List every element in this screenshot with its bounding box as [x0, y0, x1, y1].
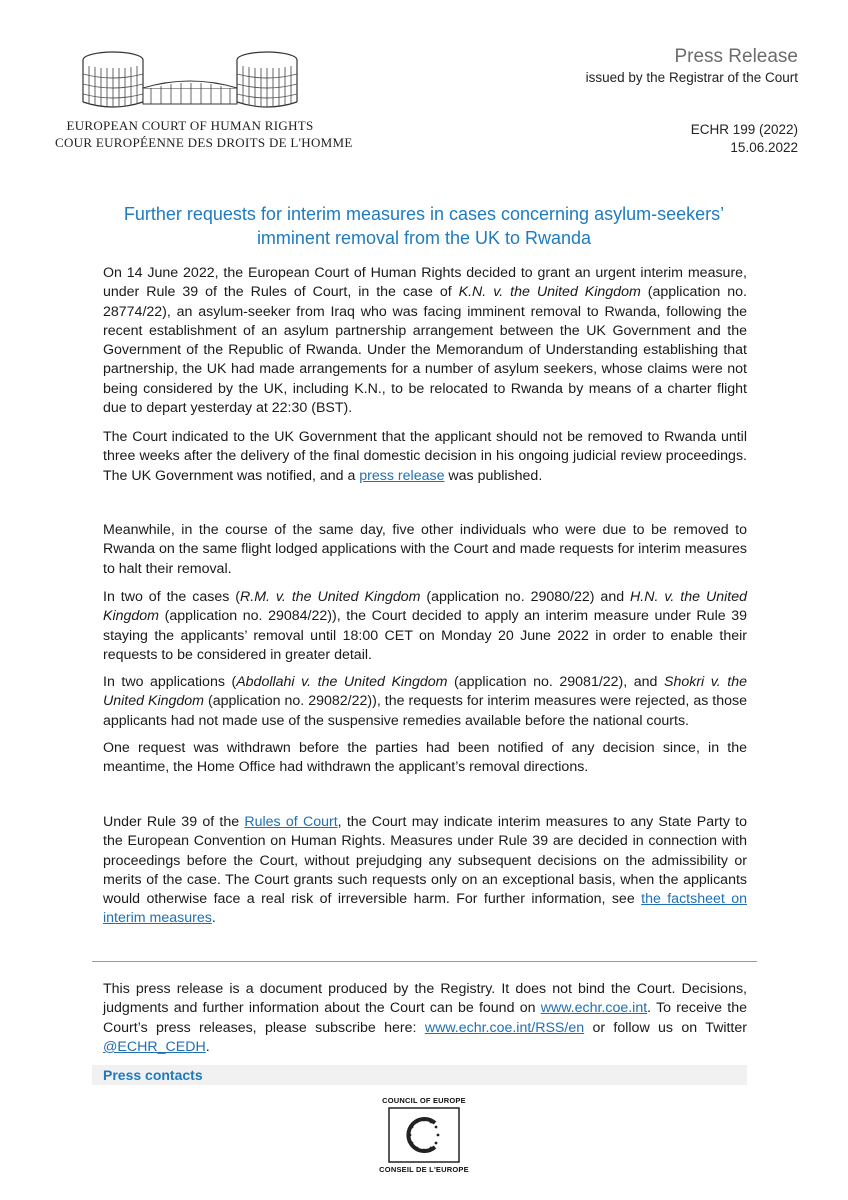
release-date: 15.06.2022: [730, 140, 798, 155]
paragraph-5: [103, 673, 747, 731]
text: (application no. 29081/22), and: [447, 674, 664, 690]
court-name-en: EUROPEAN COURT OF HUMAN RIGHTS: [66, 118, 314, 133]
text: On 14 June 2022, the European Court of Human Rights decided to grant an urgent interim measure, under Rule 39 of the Rules of Court, in the case of: [103, 265, 747, 301]
text: .: [211, 910, 216, 927]
text: , the Court may indicate interim measures to any State Party to the European Convention on Human Rights. Measures under Rule 39 are decided in connection with proceedings before the Court, without prejudging any subsequent decisions on the admissibility or merits of the case. The Court grants such requests only on an exceptional basis, when the applicants would otherwise face a real risk of irreversible harm. For further information, see: [103, 814, 747, 908]
text: . To receive the Court’s press releases, please subscribe here:: [103, 1000, 747, 1036]
reference-number: ECHR 199 (2022): [690, 122, 798, 137]
echr-website-link[interactable]: www.echr.coe.int: [540, 1000, 648, 1017]
council-of-europe-emblem-icon: [388, 1107, 460, 1163]
press-contacts-bar: [92, 1065, 747, 1085]
case-name: Shokri v. the United Kingdom: [103, 674, 747, 710]
case-name: Abdollahi v. the United Kingdom: [236, 674, 448, 690]
text: The Court indicated to the UK Government that the applicant should not be removed to Rwanda until three weeks after the delivery of the final domestic decision in his ongoing judicial review proceedings. The UK Government was notified, and a: [103, 429, 747, 484]
paragraph-3: Meanwhile, in the course of the same day, five other individuals who were due to be removed to Rwanda on the same flight lodged applications with the Court and made requests for interim measures to halt their removal.: [103, 522, 747, 577]
text: or follow us on Twitter: [584, 1019, 747, 1036]
issuer: issued by the Registrar of the Court: [585, 70, 798, 85]
factsheet-link[interactable]: the factsheet on interim measures: [103, 891, 747, 927]
text: Under Rule 39 of the: [103, 814, 245, 830]
footer-divider: [92, 961, 757, 962]
paragraph-4: [103, 588, 747, 665]
press-contacts-label: Press contacts: [103, 1067, 203, 1083]
court-name-fr: COUR EUROPÉENNE DES DROITS DE L'HOMME: [55, 135, 353, 150]
press-release-link[interactable]: press release: [359, 467, 445, 484]
text: was published.: [444, 467, 543, 484]
text: (application no. 29082/22)), the requests for interim measures were rejected, as those applicants had not made use of the suspensive remedies available before the national courts.: [103, 693, 748, 729]
rss-link[interactable]: www.echr.coe.int/RSS/en: [424, 1019, 585, 1036]
text: This press release is a document produced by the Registry. It does not bind the Court. Decisions, judgments and further information about the Court can be found on: [103, 981, 747, 1017]
page-title: [90, 202, 758, 250]
court-logo: [55, 48, 353, 151]
text: (application no. 29084/22)), the Court decided to apply an interim measure under Rule 39 staying the applicants’ removal until 18:00 CET on Monday 20 June 2022 in order to enable their requests to be considered in greater detail.: [103, 608, 747, 663]
title-line-1: Further requests for interim measures in cases concerning asylum-seekers’: [123, 204, 725, 224]
title-line-2: imminent removal from the UK to Rwanda: [256, 228, 592, 248]
paragraph-1: [103, 264, 747, 418]
footer-paragraph: [103, 980, 747, 1057]
coe-name-fr: CONSEIL DE L'EUROPE: [379, 1165, 469, 1174]
text: .: [205, 1038, 210, 1055]
case-name: R.M. v. the United Kingdom: [240, 589, 421, 605]
case-name: K.N. v. the United Kingdom: [458, 284, 641, 301]
court-building-icon: [75, 48, 305, 110]
text: (application no. 29080/22) and: [420, 589, 631, 605]
text: In two applications (: [103, 674, 237, 690]
rules-of-court-link[interactable]: Rules of Court: [244, 814, 338, 830]
paragraph-7: [103, 813, 747, 929]
council-of-europe-logo: [374, 1096, 474, 1174]
text: (application no. 28774/22), an asylum-seeker from Iraq who was facing imminent removal to Rwanda, following the recent establishment of an asylum partnership arrangement between the UK Government and the Government of the Republic of Rwanda. Under the Memorandum of Understanding establishing that partnership, the UK had made arrangements for a number of asylum seekers, whose claims were not being considered by the UK, including K.N., to be relocated to Rwanda by means of a charter flight due to depart yesterday at 22:30 (BST).: [103, 284, 747, 417]
twitter-link[interactable]: @ECHR_CEDH: [103, 1038, 206, 1055]
coe-name-en: COUNCIL OF EUROPE: [382, 1096, 466, 1105]
text: In two of the cases (: [103, 589, 240, 605]
paragraph-6: One request was withdrawn before the parties had been notified of any decision since, in the meantime, the Home Office had withdrawn the applicant’s removal directions.: [103, 740, 747, 776]
doc-type: Press Release: [674, 46, 798, 67]
paragraph-2: [103, 428, 747, 486]
case-name: H.N. v. the United Kingdom: [103, 589, 747, 625]
